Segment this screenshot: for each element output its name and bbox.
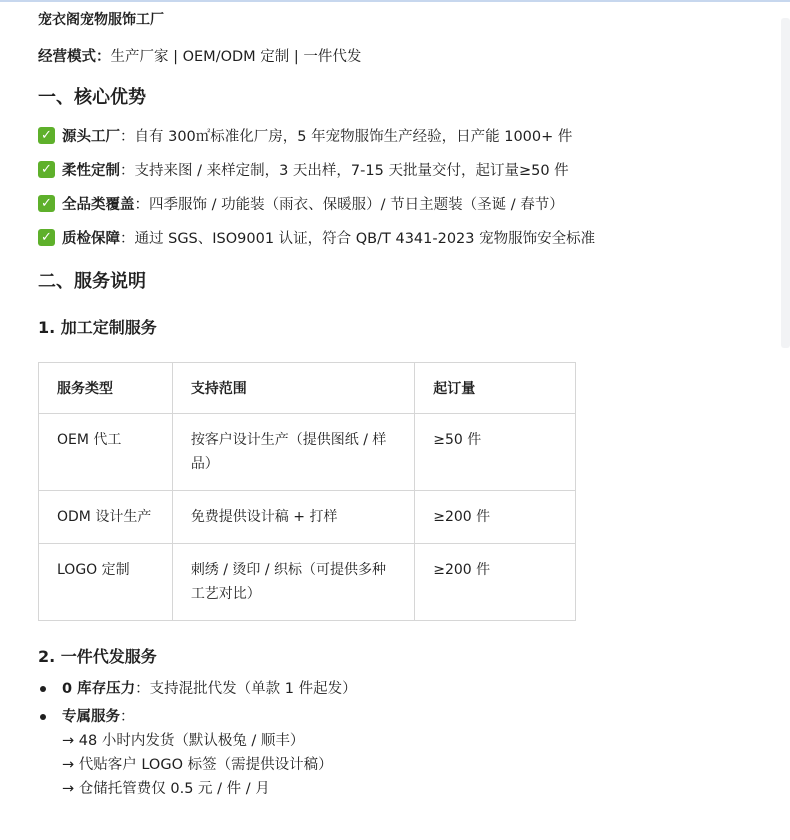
table-cell: OEM 代工 bbox=[39, 414, 173, 491]
item-text: ：支持混批代发（单款 1 件起发） bbox=[135, 681, 357, 697]
item-text: ：通过 SGS、ISO9001 认证，符合 QB/T 4341-2023 宠物服饰安全标准 bbox=[120, 230, 596, 247]
item-label: 柔性定制 bbox=[62, 162, 120, 179]
scrollbar[interactable] bbox=[781, 18, 790, 348]
top-border bbox=[0, 0, 790, 2]
column-header: 服务类型 bbox=[39, 363, 173, 414]
core-advantages-list bbox=[38, 118, 778, 254]
item-text: ：支持来图 / 来样定制，3 天出样，7-15 天批量交付，起订量≥50 件 bbox=[120, 162, 569, 179]
list-item bbox=[38, 705, 778, 801]
item-text: ：四季服饰 / 功能装（雨衣、保暖服）/ 节日主题装（圣诞 / 春节） bbox=[134, 196, 564, 213]
check-mark-icon: ✓ bbox=[38, 229, 55, 246]
table-cell: 按客户设计生产（提供图纸 / 样品） bbox=[172, 414, 414, 491]
list-item bbox=[38, 220, 778, 254]
item-text: ： bbox=[120, 709, 135, 725]
dropship-heading: 2. 一件代发服务 bbox=[38, 647, 157, 666]
business-mode-label: 经营模式 bbox=[38, 49, 96, 65]
sub-item: → 48 小时内发货（默认极兔 / 顺丰） bbox=[62, 733, 305, 749]
list-item bbox=[38, 152, 778, 186]
table-row bbox=[39, 491, 576, 544]
custom-service-heading: 1. 加工定制服务 bbox=[38, 318, 157, 337]
list-item bbox=[38, 677, 778, 701]
business-mode-value: 生产厂家 | OEM/ODM 定制 | 一件代发 bbox=[110, 49, 362, 65]
sub-item: → 仓储托管费仅 0.5 元 / 件 / 月 bbox=[62, 781, 270, 797]
table-cell: LOGO 定制 bbox=[39, 544, 173, 621]
table-header-row bbox=[39, 363, 576, 414]
business-mode bbox=[38, 46, 778, 68]
column-header: 起订量 bbox=[415, 363, 576, 414]
item-text: ：自有 300㎡标准化厂房，5 年宠物服饰生产经验，日产能 1000+ 件 bbox=[120, 128, 573, 145]
business-mode-colon: ： bbox=[96, 49, 111, 65]
table-cell: ≥50 件 bbox=[415, 414, 576, 491]
document-content bbox=[38, 10, 778, 805]
doc-title: 宠衣阁宠物服饰工厂 bbox=[38, 12, 164, 28]
table-row bbox=[39, 544, 576, 621]
table-cell: 免费提供设计稿 + 打样 bbox=[172, 491, 414, 544]
item-label: 0 库存压力 bbox=[62, 681, 136, 697]
table-row bbox=[39, 414, 576, 491]
table-cell: 刺绣 / 烫印 / 织标（可提供多种工艺对比） bbox=[172, 544, 414, 621]
table-cell: ≥200 件 bbox=[415, 491, 576, 544]
item-label: 源头工厂 bbox=[62, 128, 120, 145]
service-table bbox=[38, 362, 576, 621]
bullet-icon bbox=[40, 714, 46, 720]
bullet-icon bbox=[40, 686, 46, 692]
section-core-heading: 一、核心优势 bbox=[38, 87, 146, 108]
check-mark-icon: ✓ bbox=[38, 195, 55, 212]
sub-item: → 代贴客户 LOGO 标签（需提供设计稿） bbox=[62, 757, 333, 773]
item-label: 专属服务 bbox=[62, 709, 120, 725]
item-label: 全品类覆盖 bbox=[62, 196, 135, 213]
list-item bbox=[38, 118, 778, 152]
section-service-heading: 二、服务说明 bbox=[38, 271, 146, 292]
column-header: 支持范围 bbox=[172, 363, 414, 414]
table-cell: ≥200 件 bbox=[415, 544, 576, 621]
item-label: 质检保障 bbox=[62, 230, 120, 247]
check-mark-icon: ✓ bbox=[38, 161, 55, 178]
list-item bbox=[38, 186, 778, 220]
table-cell: ODM 设计生产 bbox=[39, 491, 173, 544]
check-mark-icon: ✓ bbox=[38, 127, 55, 144]
dropship-list bbox=[38, 677, 778, 801]
